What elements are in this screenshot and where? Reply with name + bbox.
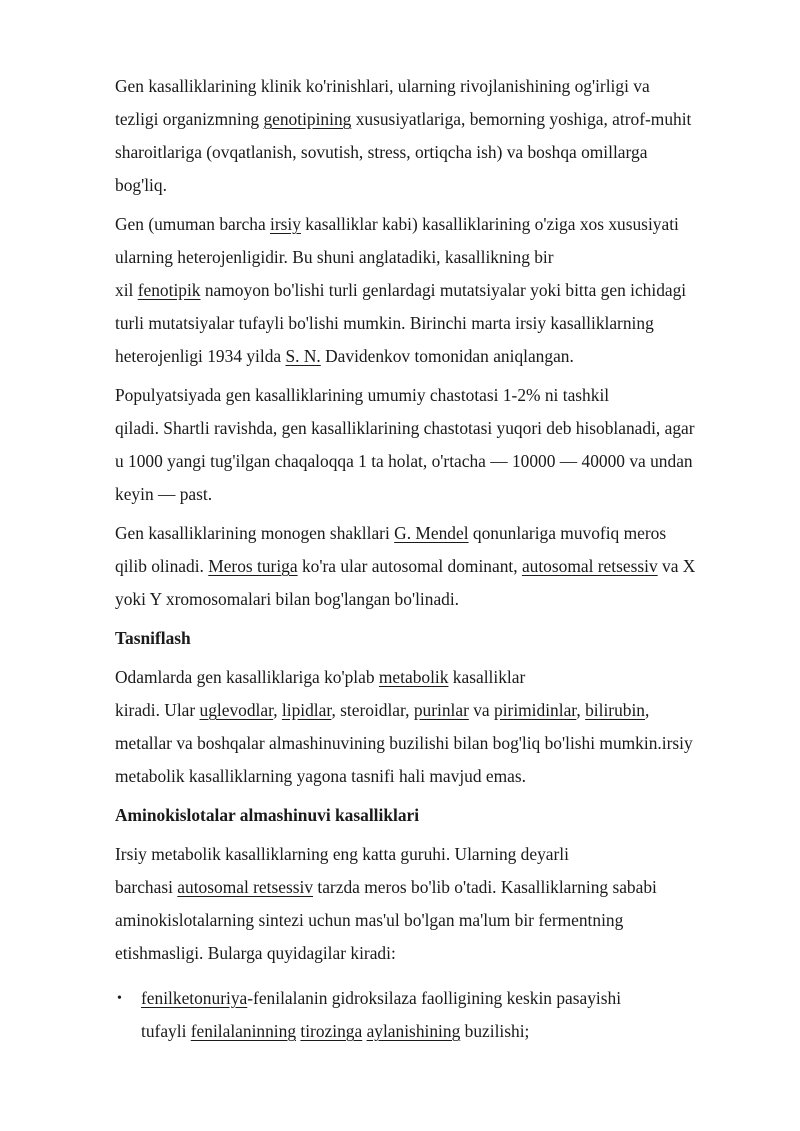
text-span: Gen kasalliklarining monogen shakllari [115, 523, 395, 543]
text-line: aminokislotalarning sintezi uchun mas'ul bo'lgan ma'lum bir fermentning [115, 910, 624, 930]
text-line: u 1000 yangi tug'ilgan chaqaloqqa 1 ta holat, o'rtacha — 10000 — 40000 va undan [115, 451, 693, 471]
text-span: , [273, 700, 282, 720]
list-item [115, 982, 755, 1048]
text-span: , steroidlar, [331, 700, 414, 720]
text-span: namoyon bo'lishi turli genlardagi mutatsiyalar yoki bitta gen ichidagi [200, 280, 687, 300]
paragraph-inheritance [115, 517, 755, 616]
text-span: va [468, 700, 494, 720]
text-span: qilib olinadi. [115, 556, 209, 576]
text-line: keyin — past. [115, 484, 213, 504]
text-span: tarzda meros bo'lib o'tadi. Kasalliklarning sababi [313, 877, 657, 897]
text-span: xil [115, 280, 138, 300]
text-line: qiladi. Shartli ravishda, gen kasalliklarining chastotasi yuqori deb hisoblanadi, agar [115, 418, 695, 438]
text-line [115, 1015, 755, 1048]
text-span: buzilishi; [460, 1021, 530, 1041]
text-line [115, 550, 755, 583]
link-g-mendel[interactable]: G. Mendel [394, 523, 469, 543]
text-line: sharoitlariga (ovqatlanish, sovutish, stress, ortiqcha ish) va boshqa omillarga [115, 142, 648, 162]
text-span: tufayli [141, 1021, 191, 1041]
text-span: -fenilalanin gidroksilaza faolligining keskin pasayishi [247, 988, 622, 1008]
text-span: va X [657, 556, 696, 576]
text-line [115, 103, 755, 136]
text-line: etishmasligi. Bularga quyidagilar kiradi: [115, 943, 396, 963]
link-aylanishining[interactable]: aylanishining [366, 1021, 461, 1041]
link-fenilalaninning[interactable]: fenilalaninning [190, 1021, 297, 1041]
link-genotipining[interactable]: genotipining [263, 109, 352, 129]
text-line [115, 274, 755, 307]
text-span: tezligi organizmning [115, 109, 264, 129]
text-span: , [576, 700, 586, 720]
text-span: , [645, 700, 650, 720]
paragraph-amino-acids [115, 838, 755, 970]
paragraph-classification [115, 661, 755, 793]
link-uglevodlar[interactable]: uglevodlar [199, 700, 274, 720]
text-line: metallar va boshqalar almashinuvining buzilishi bilan bog'liq bo'lishi mumkin.irsiy [115, 733, 693, 753]
bullet-icon: • [117, 991, 122, 1006]
text-span: kasalliklar kabi) kasalliklarining o'ziga xos xususiyati [300, 214, 679, 234]
text-line: Populyatsiyada gen kasalliklarining umumiy chastotasi 1-2% ni tashkil [115, 385, 610, 405]
section-heading-tasniflash: Tasniflash [115, 628, 191, 648]
link-purinlar[interactable]: purinlar [413, 700, 469, 720]
text-span: kiradi. Ular [115, 700, 200, 720]
text-span: Davidenkov tomonidan aniqlangan. [320, 346, 574, 366]
paragraph-frequency [115, 379, 755, 511]
text-span: xususiyatlariga, bemorning yoshiga, atrof-muhit [351, 109, 692, 129]
text-line: turli mutatsiyalar tufayli bo'lishi mumkin. Birinchi marta irsiy kasalliklarning [115, 313, 654, 333]
text-span: kasalliklar [448, 667, 526, 687]
text-line [115, 982, 755, 1015]
link-tirozinga[interactable]: tirozinga [300, 1021, 363, 1041]
link-bilirubin[interactable]: bilirubin [585, 700, 645, 720]
paragraph-clinical [115, 70, 755, 202]
link-meros-turiga[interactable]: Meros turiga [208, 556, 298, 576]
link-fenotipik[interactable]: fenotipik [137, 280, 201, 300]
link-autosomal-retsessiv-2[interactable]: autosomal retsessiv [177, 877, 314, 897]
text-span: barchasi [115, 877, 178, 897]
link-lipidlar[interactable]: lipidlar [281, 700, 332, 720]
text-line [115, 661, 755, 694]
link-metabolik[interactable]: metabolik [378, 667, 449, 687]
link-sn[interactable]: S. N. [285, 346, 321, 366]
text-line: ularning heterojenligidir. Bu shuni anglatadiki, kasallikning bir [115, 247, 554, 267]
bullet-list [115, 982, 755, 1048]
link-pirimidinlar[interactable]: pirimidinlar [494, 700, 577, 720]
link-irsiy[interactable]: irsiy [270, 214, 301, 234]
text-line [115, 517, 755, 550]
text-line: metabolik kasalliklarning yagona tasnifi hali mavjud emas. [115, 766, 526, 786]
text-span: ko'ra ular autosomal dominant, [297, 556, 522, 576]
text-line [115, 340, 755, 373]
link-fenilketonuriya[interactable]: fenilketonuriya [141, 988, 248, 1008]
text-line: yoki Y xromosomalari bilan bog'langan bo'linadi. [115, 589, 460, 609]
text-span: heterojenligi 1934 yilda [115, 346, 286, 366]
text-line [115, 694, 755, 727]
text-line [115, 871, 755, 904]
text-line: Gen kasalliklarining klinik ko'rinishlari, ularning rivojlanishining og'irligi va [115, 76, 650, 96]
text-line [115, 208, 755, 241]
text-span: qonunlariga muvofiq meros [468, 523, 667, 543]
text-line: Irsiy metabolik kasalliklarning eng katta guruhi. Ularning deyarli [115, 844, 569, 864]
text-span: Gen (umuman barcha [115, 214, 271, 234]
paragraph-heterogeneity [115, 208, 755, 373]
section-heading-aminokislotalar: Aminokislotalar almashinuvi kasalliklari [115, 805, 420, 825]
document-page [115, 70, 755, 1048]
link-autosomal-retsessiv[interactable]: autosomal retsessiv [521, 556, 658, 576]
text-span: Odamlarda gen kasalliklariga ko'plab [115, 667, 379, 687]
text-line: bog'liq. [115, 175, 167, 195]
